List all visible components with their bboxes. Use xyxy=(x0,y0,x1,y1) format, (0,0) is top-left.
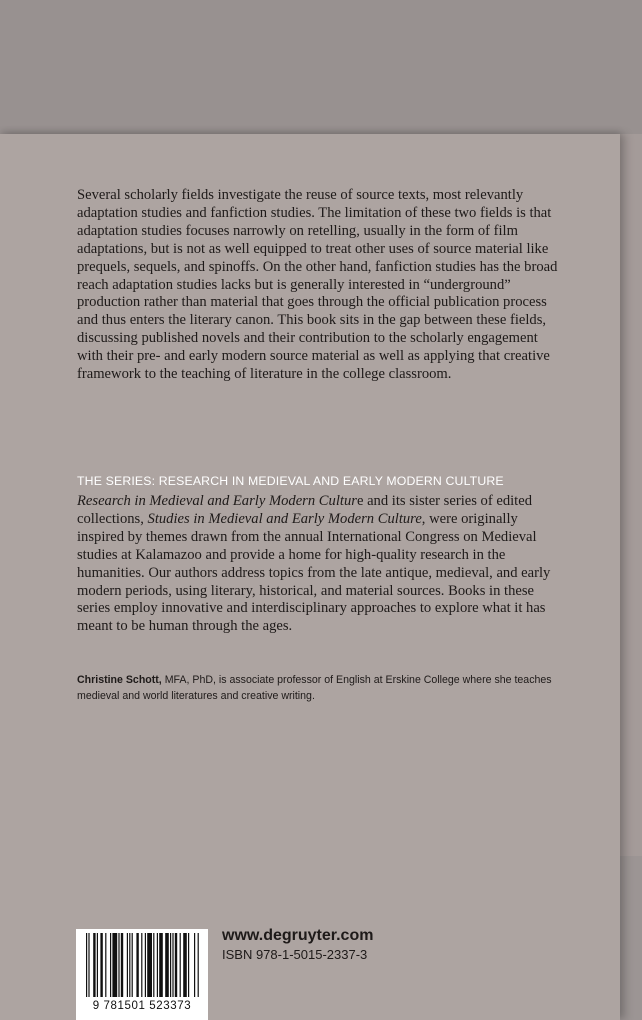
barcode-bar xyxy=(145,933,146,997)
barcode-bar xyxy=(159,933,163,997)
series-body: , were originally inspired by themes drawn from the annual International Congress on Medieval studies at Kalamazoo and provide a home for high-quality research in the humanities. Our authors address topics from the late antique, medieval, and early modern periods, using literary, historical, and material sources. Books in these series employ innovative and interdisciplinary approaches to explore what it has meant to be human through the ages. xyxy=(77,510,551,635)
barcode-bar xyxy=(118,933,119,997)
series-description xyxy=(77,493,567,636)
author-bio-text: MFA, PhD, is associate professor of English at Erskine College where she teaches medieval and world literatures and creative writing. xyxy=(77,674,552,702)
sister-series-title: Studies in Medieval and Early Modern Culture xyxy=(147,510,422,527)
barcode-bar xyxy=(153,933,154,997)
barcode-bar xyxy=(110,933,111,997)
barcode-bar xyxy=(141,933,142,997)
author-bio xyxy=(77,673,567,704)
barcode-bars xyxy=(76,929,208,1001)
publisher-website: www.degruyter.com xyxy=(222,927,374,944)
barcode-bar xyxy=(93,933,95,997)
series-heading: THE SERIES: RESEARCH IN MEDIEVAL AND EARLY MODERN CULTURE xyxy=(77,474,504,488)
barcode-bar xyxy=(121,933,123,997)
cover-edge-lower xyxy=(620,856,642,1020)
book-description: Several scholarly fields investigate the reuse of source texts, most relevantly adaptation studies and fanfiction studies. The limitation of these two fields is that adaptation studies focuses narrowly on retelling, usually in the form of film adaptations, but is not as well equipped to treat other uses of source material like prequels, sequels, and spinoffs. On the other hand, fanfiction studies has the broad reach adaptation studies lacks but is generally interested in “underground” production rather than material that goes through the official publication process and thus enters the literary canon. This book sits in the gap between these fields, discussing published novels and their contribution to the scholarly engagement with their pre- and early modern source material as well as applying that creative framework to the teaching of literature in the college classroom. xyxy=(77,187,558,383)
barcode-bar xyxy=(112,933,117,997)
barcode-digits: 9 781501 523373 xyxy=(92,1000,192,1012)
barcode-bar xyxy=(97,933,98,997)
barcode-bar xyxy=(127,933,128,997)
barcode-bar xyxy=(105,933,106,997)
barcode xyxy=(76,929,208,1020)
series-title-tail: e and its sister series of edited collections, xyxy=(77,493,533,527)
barcode-bar xyxy=(136,933,138,997)
barcode-bar xyxy=(183,933,187,997)
author-name: Christine Schott, xyxy=(77,674,162,686)
barcode-bar xyxy=(129,933,130,997)
barcode-bar xyxy=(180,933,181,997)
background-top xyxy=(0,0,642,134)
barcode-bar xyxy=(86,933,87,997)
barcode-bar xyxy=(198,933,199,997)
barcode-bar xyxy=(170,933,171,997)
barcode-bar xyxy=(165,933,169,997)
barcode-bar xyxy=(194,933,195,997)
barcode-bar xyxy=(188,933,189,997)
series-title: Research in Medieval and Early Modern Cultur xyxy=(77,493,357,509)
barcode-bar xyxy=(157,933,158,997)
isbn-number: ISBN 978-1-5015-2337-3 xyxy=(222,947,368,962)
cover-edge xyxy=(620,134,642,856)
barcode-bar xyxy=(88,933,89,997)
barcode-bar xyxy=(100,933,102,997)
barcode-bar xyxy=(147,933,152,997)
barcode-bar xyxy=(175,933,177,997)
barcode-bar xyxy=(132,933,133,997)
barcode-bar xyxy=(172,933,173,997)
